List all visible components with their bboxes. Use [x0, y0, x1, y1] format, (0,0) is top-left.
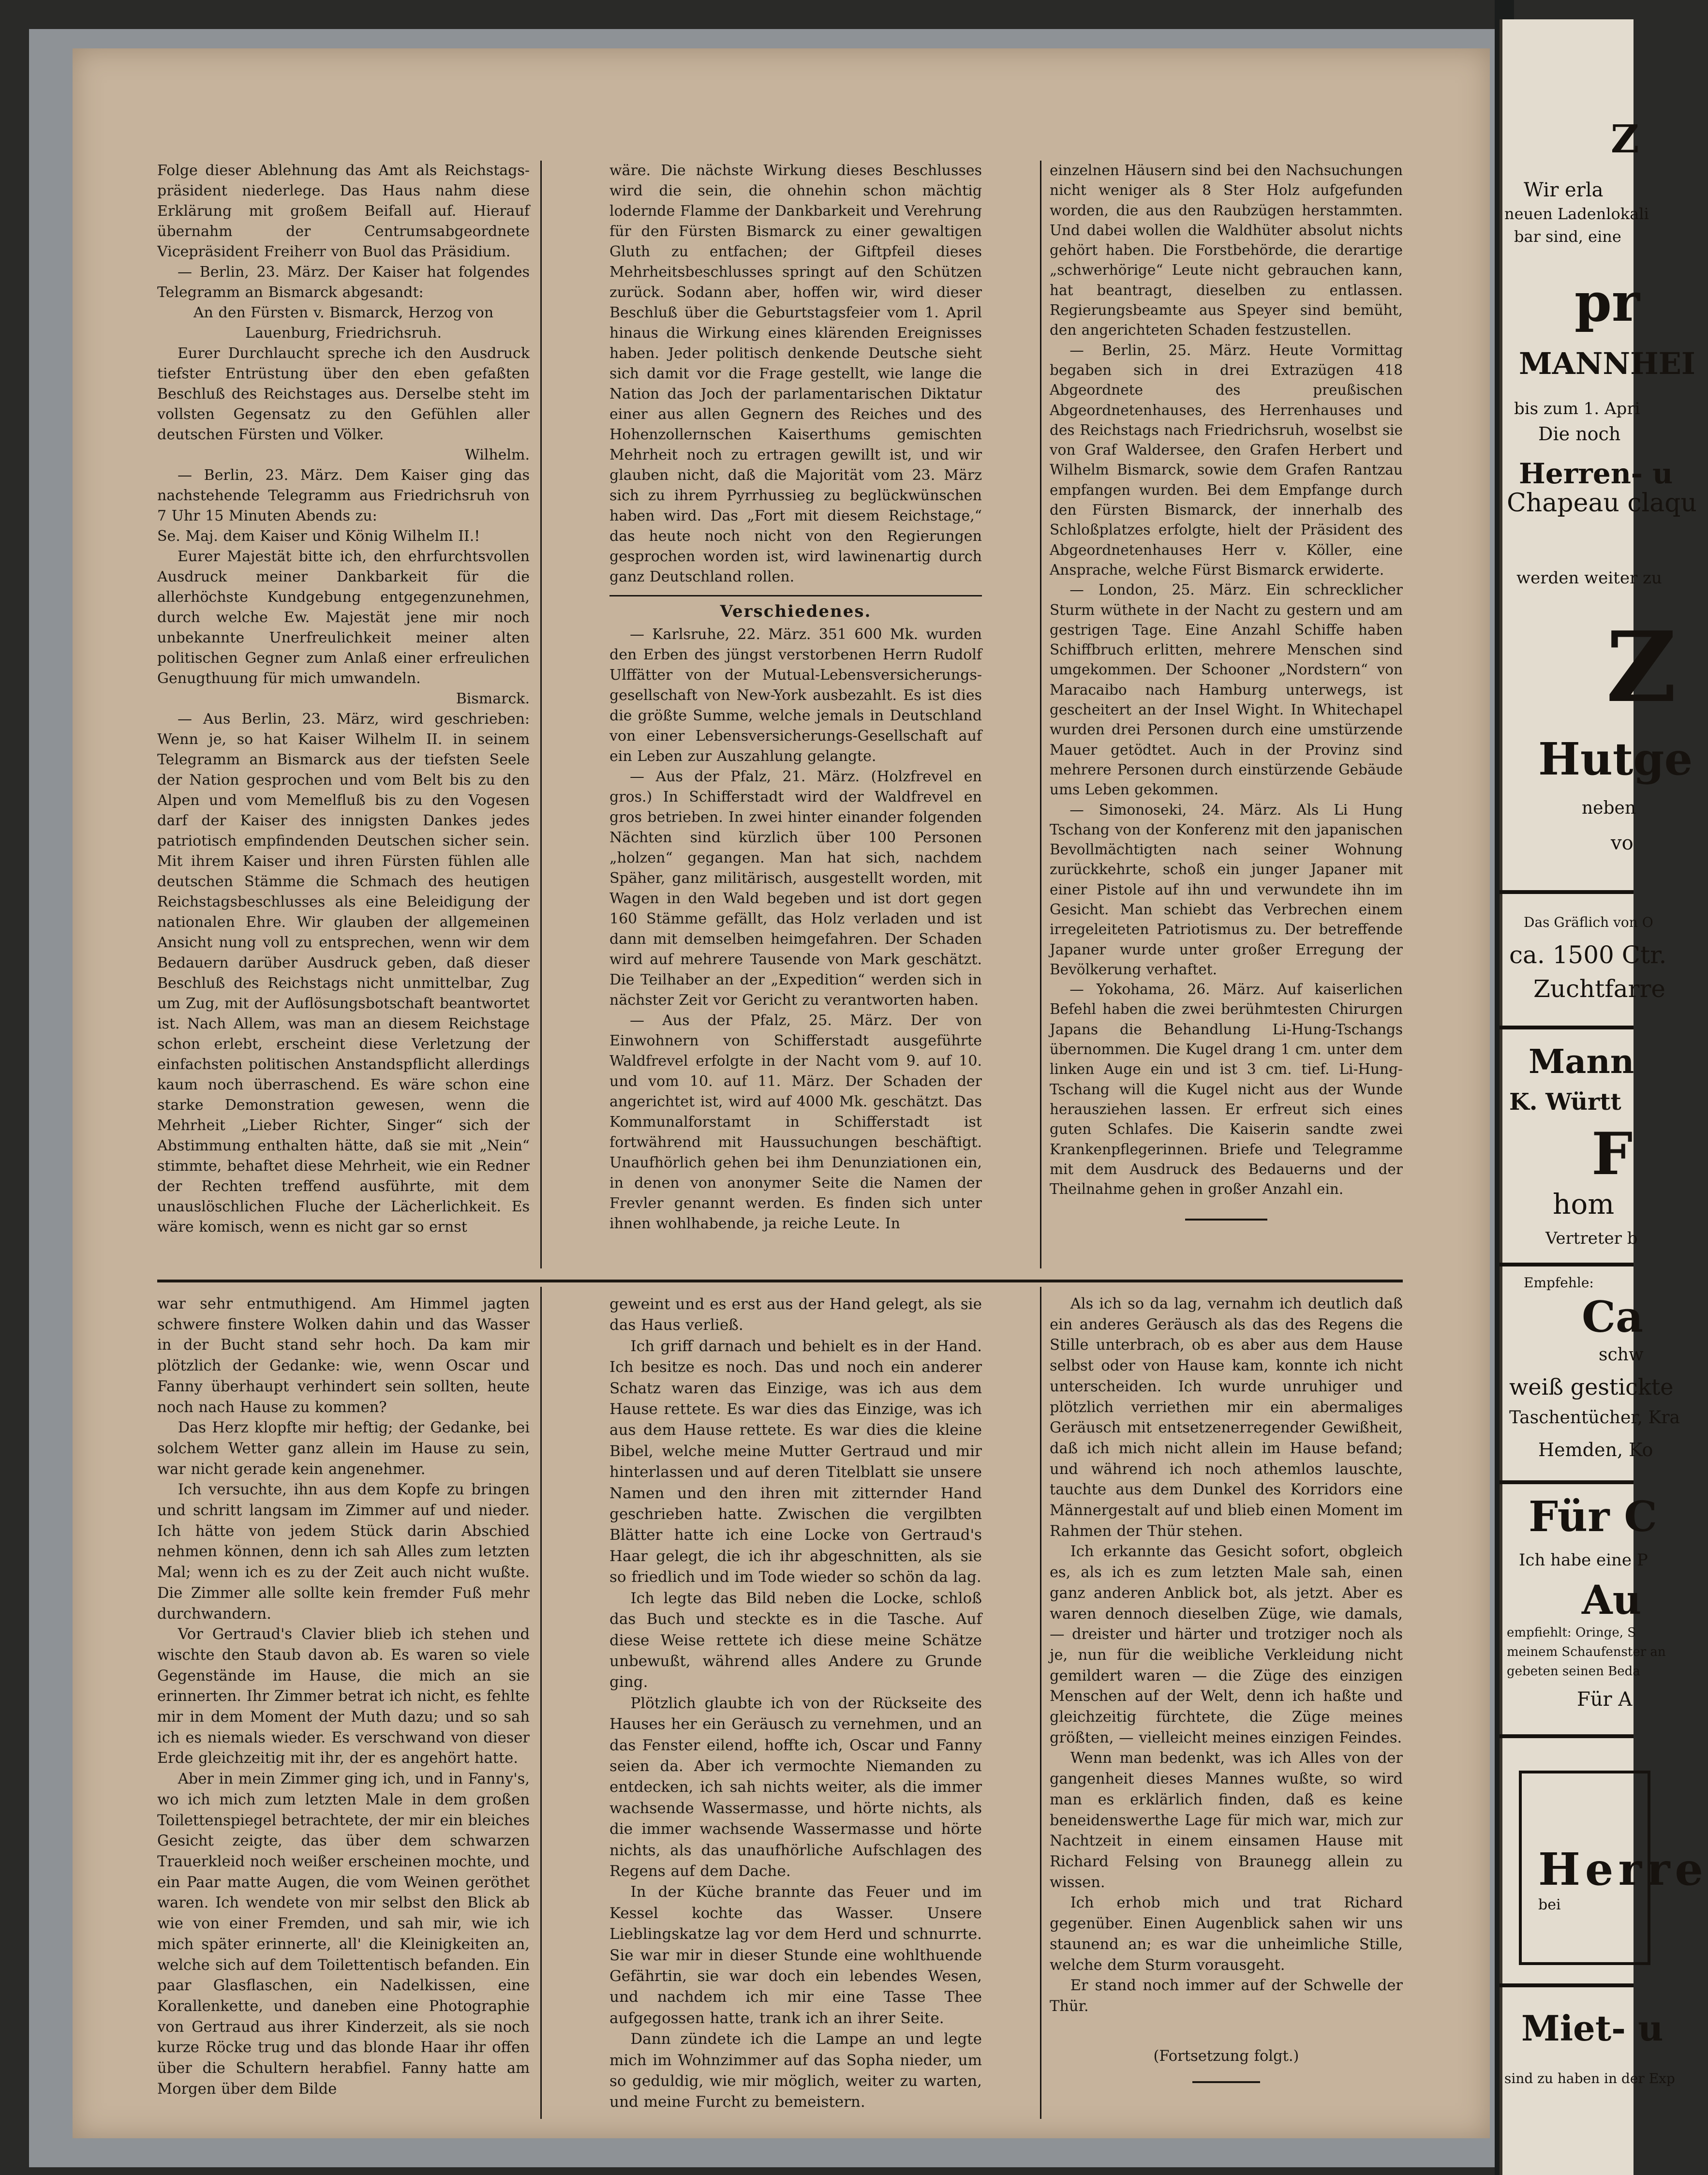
column-rule [1040, 1287, 1041, 2119]
story-paragraph: Er stand noch immer auf der Schwelle der Thür. [1050, 1977, 1403, 2015]
advert-text: Für A [1577, 1688, 1633, 1711]
news-paragraph: — Berlin, 23. März. Dem Kaiser ging das nachstehende Telegramm aus Friedrichsruh von 7 Uhr 15 Minuten Abends zu: [157, 467, 530, 524]
advert-text: MANNHEI [1519, 346, 1695, 381]
advert-text: F [1591, 1120, 1633, 1188]
feuilleton-divider-rule [157, 1280, 1403, 1282]
advert-rule [1500, 1263, 1634, 1266]
story-paragraph: Ich erhob mich und trat Richard gegenüber. Einen Augenblick sahen wir uns staunend an; es war die unheimliche Stille, welche dem Sturm vorausgeht. [1050, 1894, 1403, 1974]
section-heading: Verschiedenes. [720, 602, 872, 621]
advert-text: neben [1582, 798, 1636, 818]
advert-text: Au [1582, 1577, 1642, 1624]
advert-text: Vertreter b [1545, 1229, 1638, 1248]
advert-text: bis zum 1. Apri [1514, 399, 1640, 418]
story-paragraph: Dann zündete ich die Lampe an und legte mich im Wohnzimmer auf das Sopha nieder, um so geduldig, wie mir möglich, weiter zu warten, und meine Furcht zu bemeistern. [609, 2030, 982, 2111]
advert-text: Ca [1582, 1292, 1644, 1342]
advert-text: Ich habe eine P [1519, 1550, 1648, 1570]
telegram-signature: Bismarck. [456, 690, 530, 707]
news-paragraph: — London, 25. März. Ein schrecklicher Sturm wüthete in der Nacht zu gestern und am gestrigen Tage. Eine Anzahl Schiffe haben Schiffbruch erlitten, mehrere Menschen sind umgekommen. Der Schooner „Nordstern“ von Maracaibo nach Hamburg unterwegs, ist gescheitert an der Insel Wight. In Whitechapel wurden drei Personen durch eine umstürzende Mauer getödtet. Auch in der Provinz sind mehrere Personen durch einstürzende Gebäude ums Leben gekommen. [1050, 581, 1403, 798]
advert-text: Für C [1529, 1492, 1657, 1541]
advert-text: gebeten seinen Beda [1507, 1664, 1640, 1679]
story-paragraph: Ich versuchte, ihn aus dem Kopfe zu bringen und schritt langsam im Zimmer auf und nieder. Ich hätte von jedem Stück darin Abschied nehmen können, denn ich sah Alles zum letzten Mal; wenn ich es zu der Zeit auch nicht wußte. Die Zimmer alle sollte kein fremder Fuß mehr durchwandern. [157, 1481, 530, 1623]
news-column-1 [157, 161, 530, 1237]
advert-text: ca. 1500 Ctr. [1509, 941, 1667, 969]
news-column-2 [609, 161, 982, 1234]
story-paragraph: Plötzlich glaubte ich von der Rückseite des Hauses her ein Geräusch zu vernehmen, und an das Fenster eilend, hoffte ich, Oscar und Fanny seien da. Aber ich vermochte Niemanden zu entdecken, ich sah nichts weiter, als die immer wachsende Wassermasse, und hörte nichts, als die immer wachsende Wassermasse und hörte nichts, als das unaufhörliche Aufschlagen des Regens auf dem Dache. [609, 1694, 982, 1880]
advert-text: hom [1553, 1188, 1615, 1221]
column-rule [540, 161, 542, 1268]
advert-text: Mann [1529, 1043, 1634, 1081]
continuation-note: (Fortsetzung folgt.) [1153, 2047, 1299, 2065]
advert-text: Z [1606, 611, 1677, 724]
advert-text: Zuchtfarre [1533, 975, 1665, 1003]
story-paragraph: In der Küche brannte das Feuer und im Kessel kochte das Wasser. Unsere Lieblingskatze lag vor dem Herd und schnurrte. Sie war mir in dieser Stunde eine wohlthuende Gefährtin, sie war doch ein lebendes Wesen, und nachdem ich mir eine Tasse Thee aufgegossen hatte, trank ich an ihrer Seite. [609, 1883, 982, 2027]
story-paragraph: Ich griff darnach und behielt es in der Hand. Ich besitze es noch. Das und noch ein anderer Schatz waren das Einzige, was ich aus dem Hause rettete. Es war dies das Einzige, was ich aus dem Hause rettete. Es war dies die kleine Bibel, welche meine Mutter Gertraud und mir hinterlassen und auf deren Titelblatt sie unsere Namen und den ihren mit zitternder Hand geschrieben hatte. Zwischen die vergilbten Blätter hatte ich eine Locke von Gertraud's Haar gelegt, die ich ihr abgeschnitten, als sie so friedlich und im Tode wieder so schön da lag. [609, 1337, 982, 1586]
gutter-shadow [1500, 19, 1502, 2175]
advert-rule [1500, 1026, 1634, 1029]
story-paragraph: Vor Gertraud's Clavier blieb ich stehen und wischte den Staub davon ab. Es waren so viele Gegenstände im Hause, die mich an sie erinnerten. Ihr Zimmer betrat ich nicht, es fehlte mir in dem Moment der Muth dazu; und so sah ich es niemals wieder. Es verschwand von dieser Erde gleichzeitig mit ihr, der es angehört hatte. [157, 1626, 530, 1767]
news-paragraph: — Aus Berlin, 23. März, wird geschrieben: Wenn je, so hat Kaiser Wilhelm II. in seinem Telegramm an Bismarck aus der tiefsten Seele der Nation gesprochen und vom Belt bis zu den Alpen und vom Memelfluß bis zu den Vogesen darf der Kaiser des innigsten Dankes jedes patriotisch empfindenden Deutschen sicher sein. Mit ihrem Kaiser und ihren Fürsten fühlen alle deutschen Stämme die Schmach des heutigen Reichstagsbeschlusses als eine Beleidigung der nationalen Ehre. Wir glauben der allgemeinen Ansicht nung voll zu entsprechen, wenn wir dem Bedauern darüber Ausdruck geben, daß dieser Beschluß des Reichstags nicht unmittelbar, Zug um Zug, mit der Auflösungsbotschaft beantwortet ist. Nach Allem, was man an diesem Reichstage schon erlebt, erscheint diese Verletzung der einfachsten politischen Anstandspflicht allerdings kaum noch überraschend. Es wäre schon eine starke Demonstration gewesen, wenn die Mehrheit „Lieber Richter, Singer“ sich der Abstimmung enthalten hätte, daß sie mit „Nein“ stimmte, behaftet diese Mehrheit, wie ein Redner der Rechten treffend ausführte, mit dem unauslöschlichen Fluche der Lächerlichkeit. Es wäre komisch, wenn es nicht gar so ernst [157, 711, 530, 1236]
advert-text: Empfehle: [1524, 1275, 1594, 1291]
news-paragraph: — Berlin, 23. März. Der Kaiser hat folgendes Telegramm an Bismarck abgesandt: [157, 264, 530, 301]
feuilleton-column-1 [157, 1294, 530, 2100]
newspaper-page [73, 48, 1490, 2138]
advert-rule [1500, 1480, 1634, 1484]
story-paragraph: Das Herz klopfte mir heftig; der Gedanke, bei solchem Wetter ganz allein im Hause zu sein, war nicht gerade kein angenehmer. [157, 1419, 530, 1478]
story-paragraph: Ich erkannte das Gesicht sofort, obgleich es, als ich es zum letzten Male sah, einen ganz anderen Anblick bot, als jetzt. Aber es waren dennoch dieselben Züge, wie damals, — dreister und härter und trotziger noch als je, nun für die weibliche Verkleidung nicht gemildert waren — die Züge des einzigen Menschen auf der Welt, denn ich haßte und gleichzeitig fürchtete, die Züge meines größten, — vielleicht meines einzigen Feindes. [1050, 1543, 1403, 1746]
news-paragraph: Eurer Durchlaucht spreche ich den Ausdruck tiefster Entrüstung über den eben gefaßten Beschluß des Reichstages aus. Derselbe steht im vollsten Gegensatz zu den Gefühlen aller deutschen Fürsten und Völker. [157, 345, 530, 443]
news-paragraph: — Simonoseki, 24. März. Als Li Hung Tschang von der Konferenz mit den japanischen Bevollmächtigten nach seiner Wohnung zurückkehrte, schoß ein junger Japaner mit einer Pistole auf ihn und verwundete ihn im Gesicht. Man schiebt das Verbrechen einem irregeleiteten Patriotismus zu. Der betreffende Japaner wurde unter großer Erregung der Bevölkerung verhaftet. [1050, 801, 1403, 978]
story-paragraph: Aber in mein Zimmer ging ich, und in Fanny's, wo ich mich zum letzten Male in dem großen Toilettenspiegel betrachtete, der mir ein bleiches Gesicht zeigte, das über dem schwarzen Trauerkleid noch weißer erscheinen mochte, und ein Paar matte Augen, die vom Weinen geröthet waren. Ich wendete von mir selbst den Blick ab wie von einer Fremden, und sah mir, wie ich mich später erinnerte, all' die Kleinigkeiten an, welche sich auf dem Toilettentisch befanden. Ein paar Glasflaschen, ein Nadelkissen, eine Korallenkette, und daneben eine Photographie von Gertraud aus ihrer Kinderzeit, als sie noch kurze Röcke trug und das blonde Haar ihr offen über die Schultern herabfiel. Fanny hatte am Morgen über dem Bilde [157, 1771, 530, 2098]
story-paragraph: geweint und es erst aus der Hand gelegt, als sie das Haus verließ. [609, 1296, 982, 1334]
telegram-signature: Wilhelm. [464, 447, 530, 463]
news-column-3 [1050, 161, 1403, 1221]
end-rule [1185, 1219, 1267, 1221]
column-rule [1040, 161, 1041, 1268]
news-paragraph: Folge dieser Ablehnung das Amt als Reichstags-präsident niederlege. Das Haus nahm diese Erklärung mit großem Beifall auf. Hierauf übernahm der Centrumsabgeordnete Vicepräsident Freiherr von Buol das Präsidium. [157, 162, 530, 260]
news-paragraph: — Aus der Pfalz, 21. März. (Holzfrevel en gros.) In Schifferstadt wird der Waldfrevel en gros betrieben. In zwei hinter einander folgenden Nächten sind kürzlich über 100 Personen „holzen“ gegangen. Man hat sich, nachdem Späher, ganz militärisch, ausgestellt worden, mit Wagen in den Wald begeben und ist dort gegen 160 Stämme gefällt, das Holz verladen und ist dann mit demselben heimgefahren. Der Schaden wird auf mehrere Tausende von Mark geschätzt. Die Teilhaber an der „Expedition“ werden sich in nächster Zeit vor Gericht zu verantworten haben. [609, 768, 982, 1009]
advert-text: weiß gestickte [1509, 1374, 1674, 1400]
column-rule [540, 1287, 542, 2119]
telegram-address: An den Fürsten v. Bismarck, Herzog von Lauenburg, Friedrichsruh. [193, 304, 494, 342]
advert-rule [1500, 890, 1634, 894]
advert-text: Die noch [1538, 423, 1621, 445]
story-paragraph: war sehr entmuthigend. Am Himmel jagten schwere finstere Wolken dahin und das Wasser in der Bucht stand sehr hoch. Da kam mir plötzlich der Gedanke: wie, wenn Oscar und Fanny überhaupt verhindert sein sollten, heute noch nach Hause zu kommen? [157, 1296, 530, 1416]
advert-text: Wir erla [1524, 179, 1604, 201]
news-paragraph: — Aus der Pfalz, 25. März. Der von Einwohnern von Schifferstadt ausgeführte Waldfrevel erfolgte in der Nacht vom 9. auf 10. und vom 10. auf 11. März. Der Schaden der angerichtet ist, wird auf 4000 Mk. geschätzt. Das Kommunalforstamt in Schifferstadt ist fortwährend mit Haussuchungen beschäftigt. Unaufhörlich gehen bei ihm Denunziationen ein, in denen von anonymer Seite die Namen der Frevler genannt werden. Es finden sich unter ihnen wohlhabende, ja reiche Leute. In [609, 1012, 982, 1232]
advert-text: Hutge [1538, 733, 1693, 785]
advert-text: Chapeau claqu [1507, 489, 1697, 518]
end-rule [1192, 2081, 1260, 2083]
news-paragraph: — Berlin, 25. März. Heute Vormittag begaben sich in drei Extrazügen 418 Abgeordnete des preußischen Abgeordnetenhauses, des Herrenhauses und des Reichstags nach Friedrichsruh, woselbst sie von Graf Waldersee, den Grafen Herbert und Wilhelm Bismarck, sowie dem Grafen Rantzau empfangen wurden. Bei dem Empfange durch den Fürsten Bismarck, der innerhalb des Schloßplatzes erfolgte, hielt der Präsident des Abgeordnetenhauses Herr v. Köller, eine Ansprache, welche Fürst Bismarck erwiderte. [1050, 342, 1403, 578]
advert-rule [1500, 1734, 1634, 1738]
advert-text: Z [1611, 116, 1639, 162]
news-paragraph: wäre. Die nächste Wirkung dieses Beschlusses wird die sein, die ohnehin schon mächtig lodernde Flamme der Dankbarkeit und Verehrung für den Fürsten Bismarck zu einer gewaltigen Gluth zu entfachen; der Giftpfeil dieses Mehrheitsbeschlusses springt auf den Schützen zurück. Sodann aber, hoffen wir, wird dieser Beschluß über die Geburtstagsfeier vom 1. April hinaus die Wirkung eines klärenden Ereignisses haben. Jeder politisch denkende Deutsche sieht sich damit vor die Frage gestellt, wie lange die Nation das Joch der parlamentarischen Diktatur einer aus allen Gegnern des Reiches und des Hohenzollernschen Kaiserthums gemischten Mehrheit noch zu ertragen gewillt ist, und wir glauben nicht, daß die Majorität vom 23. März sich zu ihrem Pyrrhussieg zu beglückwünschen haben wird. Das „Fort mit diesem Reichstage,“ das heute noch nicht von den Regierungen gesprochen worden ist, wird lawinenartig durch ganz Deutschland rollen. [609, 162, 982, 585]
advert-text: bei [1538, 1896, 1561, 1913]
advert-text: schw [1599, 1345, 1644, 1365]
advert-text: bar sind, eine [1514, 227, 1621, 246]
news-paragraph: — Karlsruhe, 22. März. 351 600 Mk. wurden den Erben des jüngst verstorbenen Herrn Rudolf Ulffätter von der Mutual-Lebensversicherungs-gesellschaft von New-York ausbezahlt. Es ist dies die größte Summe, welche jemals in Deutschland von einer Lebensversicherungs-Gesellschaft auf ein Leben zur Auszahlung gelangte. [609, 626, 982, 765]
advert-text: Taschentücher, Kra [1509, 1408, 1680, 1428]
advert-text: Herre [1538, 1843, 1708, 1895]
telegram-address: Se. Maj. dem Kaiser und König Wilhelm II.! [157, 528, 480, 545]
advert-text: vo [1611, 832, 1634, 854]
advert-text: Das Gräflich von O [1524, 914, 1653, 930]
advert-text: meinem Schaufenster an [1507, 1645, 1666, 1659]
story-paragraph: Ich legte das Bild neben die Locke, schloß das Buch und steckte es in die Tasche. Auf diese Weise rettete ich diese meine Schätze unbewußt, während alles Andere zu Grunde ging. [609, 1589, 982, 1691]
advert-text: Herren- u [1519, 457, 1673, 490]
story-paragraph: Als ich so da lag, vernahm ich deutlich daß ein anderes Geräusch als das des Regens die Stille unterbrach, ob es aber aus dem Hause selbst oder von Hause kam, konnte ich nicht unterscheiden. Ich wurde unruhiger und plötzlich verriethen mir ein abermaliges Geräusch mit entsetzenerregender Gewißheit, daß ich mich nicht allein im Hause befand; und während ich noch athemlos lauschte, tauchte aus dem Dunkel des Korridors eine Männergestalt auf und blieb einen Moment im Rahmen der Thür stehen. [1050, 1296, 1403, 1540]
news-paragraph: Eurer Majestät bitte ich, den ehrfurchtsvollen Ausdruck meiner Dankbarkeit für die allerhöchste Kundgebung entgegenzunehmen, durch welche Ew. Majestät jene mir noch unbekannte Unerfreulichkeit meiner alten politischen Gegner zum Anlaß einer erfreulichen Genugthuung für mich umwandeln. [157, 548, 530, 687]
adjacent-page-edge [1500, 19, 1708, 2175]
section-rule [609, 595, 982, 596]
news-paragraph: einzelnen Häusern sind bei den Nachsuchungen nicht weniger als 8 Ster Holz aufgefunden worden, die aus den Raubzügen herstammten. Und dabei wollen die Waldhüter absolut nichts gehört haben. Die Forstbehörde, die derartige „schwerhörige“ Leute nicht gebrauchen kann, hat beantragt, dieselben zu entlassen. Regierungsbeamte aus Speyer sind bemüht, den angerichteten Schaden festzustellen. [1050, 162, 1403, 339]
advert-text: neuen Ladenlokali [1504, 205, 1649, 223]
story-paragraph: Wenn man bedenkt, was ich Alles von der gangenheit dieses Mannes wußte, so wird man es erklärlich finden, daß es keine beneidenswerthe Lage für mich war, mich zur Nachtzeit in einem einsamen Hause mit Richard Felsing von Braunegg allein zu wissen. [1050, 1750, 1403, 1891]
feuilleton-column-2 [609, 1294, 982, 2113]
advert-text: Hemden, Ko [1538, 1439, 1653, 1460]
advert-text: sind zu haben in der Exp [1504, 2071, 1675, 2086]
advert-text: K. Württ [1509, 1088, 1621, 1116]
news-paragraph: — Yokohama, 26. März. Auf kaiserlichen Befehl haben die zwei berühmtesten Chirurgen Japans die Behandlung Li-Hung-Tschangs übernommen. Die Kugel drang 1 cm. unter dem linken Auge ein und ist 3 cm. tief. Li-Hung-Tschang will die Kugel nicht aus der Wunde herausziehen lassen. Er erfreut sich eines guten Schlafes. Die Kaiserin sandte zwei Krankenpflegerinnen. Briefe und Telegramme mit dem Ausdruck des Bedauerns und der Theilnahme gehen in großer Anzahl ein. [1050, 981, 1403, 1198]
advert-text: Miet- u [1521, 2008, 1663, 2049]
advert-rule [1500, 1983, 1634, 1987]
advert-text: werden weiter zu [1516, 568, 1662, 588]
advert-text: pr [1574, 271, 1640, 333]
advert-text: empfiehlt: Oringe, S [1507, 1625, 1636, 1640]
feuilleton-column-3 [1050, 1294, 1403, 2083]
